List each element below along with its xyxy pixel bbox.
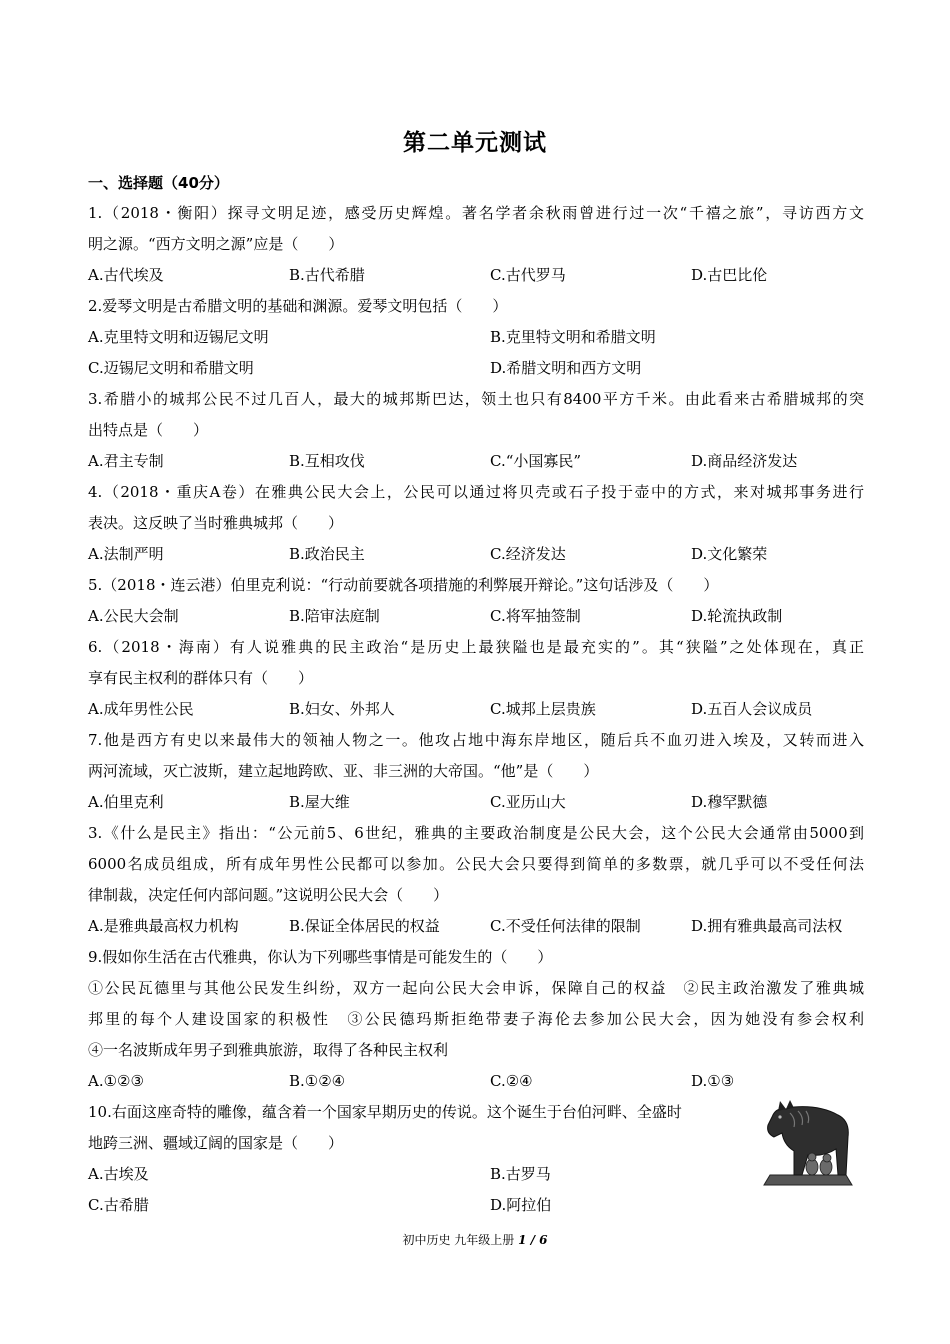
option-row — [88, 694, 864, 725]
option-b: B.克里特文明和希腊文明 — [490, 328, 656, 346]
question-stem: 地跨三洲、疆域辽阔的国家是（ ） — [88, 1134, 344, 1152]
question-stem: 4.（2018・重庆A卷）在雅典公民大会上，公民可以通过将贝壳或石子投于壶中的方式，来对城邦事务进行 — [88, 483, 864, 501]
option-c: C.亚历山大 — [490, 793, 566, 811]
section-heading: 一、选择题（40分） — [88, 174, 229, 192]
option-c: C.“小国寡民” — [490, 452, 582, 470]
she-wolf-statue-image — [750, 1097, 864, 1187]
question-stem: 明之源。“西方文明之源”应是（ ） — [88, 235, 344, 253]
option-d: D.希腊文明和西方文明 — [490, 359, 642, 377]
option-c: C.②④ — [490, 1072, 533, 1090]
question-stem: 9.假如你生活在古代雅典，你认为下列哪些事情是可能发生的（ ） — [88, 948, 553, 966]
question-statement: 邦里的每个人建设国家的积极性 ③公民德玛斯拒绝带妻子海伦去参加公民大会，因为她没有参会权利 — [88, 1010, 864, 1028]
option-row — [88, 1190, 864, 1221]
option-row — [88, 787, 864, 818]
question-stem: 10.右面这座奇特的雕像，蕴含着一个国家早期历史的传说。这个诞生于台伯河畔、全盛时 — [88, 1103, 682, 1121]
question-stem: 两河流域，灭亡波斯，建立起地跨欧、亚、非三洲的大帝国。“他”是（ ） — [88, 762, 599, 780]
option-row — [88, 1066, 864, 1097]
option-row — [88, 539, 864, 570]
question-stem: 6.（2018・海南）有人说雅典的民主政治“是历史上最狭隘也是最充实的”。其“狭隘”之处体现在，真正 — [88, 638, 864, 656]
option-d: D.拥有雅典最高司法权 — [691, 917, 843, 935]
option-d: D.轮流执政制 — [691, 607, 783, 625]
option-d: D.阿拉伯 — [490, 1196, 552, 1214]
option-row — [88, 911, 864, 942]
option-row — [88, 260, 864, 291]
question-stem: 6000名成员组成，所有成年男性公民都可以参加。公民大会只要得到简单的多数票，就几乎可以不受任何法 — [88, 855, 864, 873]
option-a: A.古埃及 — [88, 1165, 149, 1183]
option-a: A.古代埃及 — [88, 266, 164, 284]
footer-text: 初中历史 九年级上册 — [402, 1233, 519, 1247]
option-d: D.古巴比伦 — [691, 266, 768, 284]
option-d: D.文化繁荣 — [691, 545, 768, 563]
question-stem: 享有民主权利的群体只有（ ） — [88, 669, 314, 687]
option-b: B.妇女、外邦人 — [289, 700, 395, 718]
question-10 — [88, 1097, 864, 1221]
question-stem: 5.（2018・连云港）伯里克利说：“行动前要就各项措施的利弊展开辩论。”这句话涉及（ ） — [88, 576, 719, 594]
question-6 — [88, 632, 864, 725]
question-1 — [88, 198, 864, 291]
question-7 — [88, 725, 864, 818]
option-b: B.古罗马 — [490, 1165, 551, 1183]
option-a: A.是雅典最高权力机构 — [88, 917, 239, 935]
question-9 — [88, 942, 864, 1097]
question-stem: 2.爱琴文明是古希腊文明的基础和渊源。爱琴文明包括（ ） — [88, 297, 508, 315]
question-list — [88, 198, 864, 1221]
page-number: 1 / 6 — [518, 1233, 548, 1247]
question-stem: 7.他是西方有史以来最伟大的领袖人物之一。他攻占地中海东岸地区，随后兵不血刃进入埃及，又转而进入 — [88, 731, 864, 749]
question-2 — [88, 291, 864, 384]
page-title: 第二单元测试 — [403, 130, 547, 156]
option-c: C.古代罗马 — [490, 266, 566, 284]
question-stem: 出特点是（ ） — [88, 421, 209, 439]
question-3 — [88, 384, 864, 477]
option-d: D.①③ — [691, 1072, 735, 1090]
question-stem: 3.《什么是民主》指出：“公元前5、6世纪，雅典的主要政治制度是公民大会，这个公民大会通常由5000到 — [88, 824, 864, 842]
question-stem: 1.（2018・衡阳）探寻文明足迹，感受历史辉煌。著名学者余秋雨曾进行过一次“千禧之旅”，寻访西方文 — [88, 204, 864, 222]
option-c: C.迈锡尼文明和希腊文明 — [88, 359, 254, 377]
question-statement: ④一名波斯成年男子到雅典旅游，取得了各种民主权利 — [88, 1041, 449, 1059]
option-c: C.城邦上层贵族 — [490, 700, 596, 718]
option-a: A.法制严明 — [88, 545, 164, 563]
option-a: A.公民大会制 — [88, 607, 179, 625]
option-row — [88, 1159, 864, 1190]
option-row — [88, 353, 864, 384]
option-a: A.克里特文明和迈锡尼文明 — [88, 328, 269, 346]
option-c: C.将军抽签制 — [490, 607, 581, 625]
question-8 — [88, 818, 864, 942]
option-c: C.经济发达 — [490, 545, 566, 563]
option-d: D.穆罕默德 — [691, 793, 768, 811]
option-row — [88, 322, 864, 353]
option-row — [88, 601, 864, 632]
option-b: B.古代希腊 — [289, 266, 365, 284]
question-stem: 律制裁，决定任何内部问题。”这说明公民大会（ ） — [88, 886, 449, 904]
option-b: B.政治民主 — [289, 545, 365, 563]
option-a: A.成年男性公民 — [88, 700, 194, 718]
option-b: B.屋大维 — [289, 793, 350, 811]
page-footer — [0, 1231, 950, 1248]
option-b: B.陪审法庭制 — [289, 607, 380, 625]
option-c: C.古希腊 — [88, 1196, 149, 1214]
question-statement: ①公民瓦德里与其他公民发生纠纷，双方一起向公民大会申诉，保障自己的权益 ②民主政治激发了雅典城 — [88, 979, 864, 997]
option-b: B.①②④ — [289, 1072, 346, 1090]
question-stem: 3.希腊小的城邦公民不过几百人，最大的城邦斯巴达，领土也只有8400平方千米。由此看来古希腊城邦的突 — [88, 390, 864, 408]
option-d: D.商品经济发达 — [691, 452, 798, 470]
option-c: C.不受任何法律的限制 — [490, 917, 641, 935]
option-d: D.五百人会议成员 — [691, 700, 813, 718]
option-a: A.君主专制 — [88, 452, 164, 470]
option-b: B.保证全体居民的权益 — [289, 917, 440, 935]
option-b: B.互相攻伐 — [289, 452, 365, 470]
question-5 — [88, 570, 864, 632]
question-4 — [88, 477, 864, 570]
option-a: A.①②③ — [88, 1072, 144, 1090]
option-a: A.伯里克利 — [88, 793, 164, 811]
question-stem: 表决。这反映了当时雅典城邦（ ） — [88, 514, 344, 532]
option-row — [88, 446, 864, 477]
